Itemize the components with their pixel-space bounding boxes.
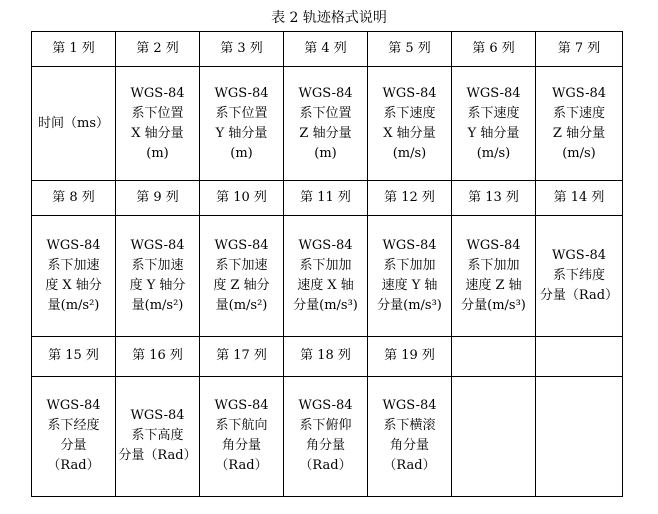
column-header-cell: 第 17 列: [200, 336, 284, 376]
description-text: WGS-84 系下速度 Z 轴分量 (m/s): [551, 85, 607, 161]
description-text: 时间（ms）: [38, 115, 109, 131]
description-cell: [116, 67, 200, 181]
description-cell: [452, 376, 536, 496]
header-row: [32, 32, 623, 67]
column-header-cell: 第 18 列: [284, 336, 368, 376]
description-cell: [368, 216, 452, 336]
column-header-cell: 第 12 列: [368, 181, 452, 216]
column-header-cell: 第 14 列: [536, 181, 623, 216]
trajectory-format-table: [31, 31, 623, 497]
column-header-cell: 第 19 列: [368, 336, 452, 376]
description-cell: [452, 216, 536, 336]
column-header-cell: 第 10 列: [200, 181, 284, 216]
description-text: WGS-84 系下加加 速度 Y 轴 分量(m/s³): [377, 237, 442, 313]
column-header-cell: 第 11 列: [284, 181, 368, 216]
content-row: [32, 376, 623, 496]
description-text: WGS-84 系下加速 度 Y 轴分 量(m/s²): [129, 237, 186, 313]
content-row: [32, 67, 623, 181]
description-cell: [368, 376, 452, 496]
description-cell: [368, 67, 452, 181]
column-header-cell: 第 4 列: [284, 32, 368, 67]
description-text: WGS-84 系下横滚 角分量 （Rad）: [382, 398, 437, 474]
description-cell: [200, 67, 284, 181]
column-header-cell: 第 5 列: [368, 32, 452, 67]
description-text: WGS-84 系下加加 速度 X 轴 分量(m/s³): [293, 237, 358, 313]
description-cell: [200, 216, 284, 336]
column-header-cell: 第 15 列: [32, 336, 116, 376]
description-cell: [116, 376, 200, 496]
column-header-cell: [536, 336, 623, 376]
description-text: WGS-84 系下加速 度 X 轴分 量(m/s²): [45, 237, 102, 313]
column-header-cell: 第 3 列: [200, 32, 284, 67]
column-header-cell: 第 9 列: [116, 181, 200, 216]
description-text: WGS-84 系下位置 Y 轴分量 (m): [214, 85, 269, 161]
description-cell: [32, 216, 116, 336]
description-text: WGS-84 系下高度 分量（Rad）: [118, 408, 197, 464]
description-cell: [284, 216, 368, 336]
description-cell: [32, 67, 116, 181]
description-cell: [536, 216, 623, 336]
description-text: WGS-84 系下位置 Z 轴分量 (m): [298, 85, 353, 161]
description-cell: [452, 67, 536, 181]
column-header-cell: 第 13 列: [452, 181, 536, 216]
description-cell: [200, 376, 284, 496]
description-text: WGS-84 系下加速 度 Z 轴分 量(m/s²): [213, 237, 270, 313]
description-text: WGS-84 系下航向 角分量 （Rad）: [214, 398, 269, 474]
content-row: [32, 216, 623, 336]
description-text: WGS-84 系下位置 X 轴分量 (m): [130, 85, 185, 161]
column-header-cell: [452, 336, 536, 376]
column-header-cell: 第 16 列: [116, 336, 200, 376]
description-text: WGS-84 系下纬度 分量（Rad）: [539, 247, 619, 303]
column-header-cell: 第 2 列: [116, 32, 200, 67]
description-cell: [536, 376, 623, 496]
description-text: WGS-84 系下速度 X 轴分量 (m/s): [382, 85, 437, 161]
column-header-cell: 第 7 列: [536, 32, 623, 67]
table-caption: 表 2 轨迹格式说明: [271, 10, 387, 26]
column-header-cell: 第 1 列: [32, 32, 116, 67]
description-text: WGS-84 系下俯仰 角分量 （Rad）: [298, 398, 353, 474]
column-header-cell: 第 6 列: [452, 32, 536, 67]
description-cell: [536, 67, 623, 181]
column-header-cell: 第 8 列: [32, 181, 116, 216]
header-row: [32, 181, 623, 216]
description-cell: [32, 376, 116, 496]
header-row: [32, 336, 623, 376]
description-cell: [284, 67, 368, 181]
description-cell: [284, 376, 368, 496]
description-text: WGS-84 系下经度 分量 （Rad）: [46, 398, 101, 474]
description-cell: [116, 216, 200, 336]
description-text: WGS-84 系下加加 速度 Z 轴 分量(m/s³): [461, 237, 526, 313]
description-text: WGS-84 系下速度 Y 轴分量 (m/s): [466, 85, 521, 161]
